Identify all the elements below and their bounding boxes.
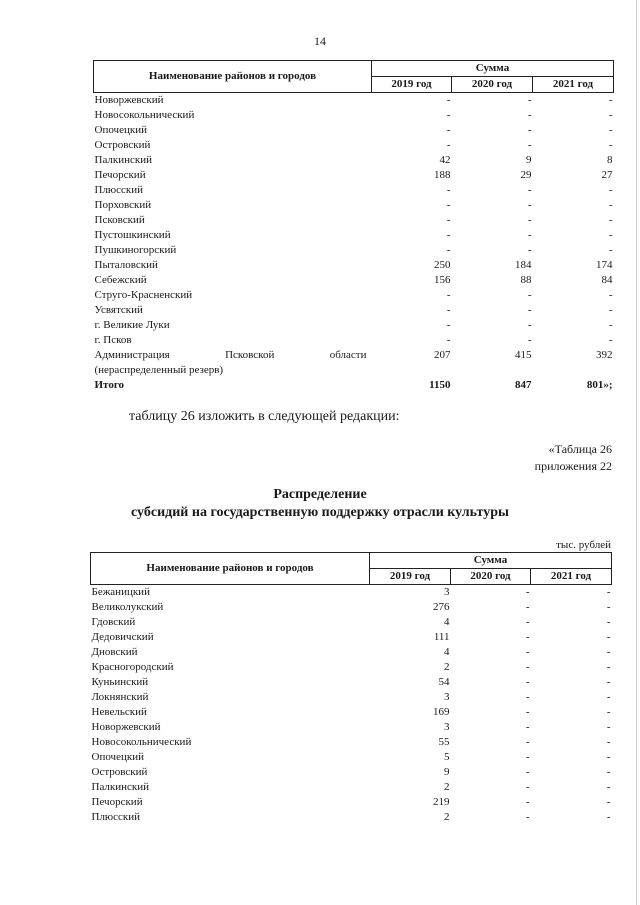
table2-value-2021: - xyxy=(606,736,611,748)
table1-district-name: Новосокольнический xyxy=(94,109,195,121)
table1-district-name: Струго-Красненский xyxy=(94,289,193,301)
table1-value-2020: - xyxy=(527,319,532,331)
table1-row xyxy=(94,168,614,183)
table2-value-2020: - xyxy=(525,736,530,748)
table2-value-2021: - xyxy=(606,781,611,793)
table2-value-2021: - xyxy=(606,811,611,823)
table2-district-name: Опочецкий xyxy=(91,751,144,763)
table1-district-name: Себежский xyxy=(94,274,147,286)
table2-row xyxy=(91,615,612,630)
table2-value-2019: 5 xyxy=(444,751,450,763)
table1-value-2020: - xyxy=(527,244,532,256)
table1-value-2020: - xyxy=(527,289,532,301)
table1-row xyxy=(94,228,614,243)
table1-value-2021: - xyxy=(608,109,613,121)
table1-total-2021: 801»; xyxy=(586,379,613,391)
page-edge-line xyxy=(636,0,637,905)
table1-total-row xyxy=(94,378,614,393)
table1-admin-word3: области xyxy=(329,349,367,361)
table2-value-2019: 4 xyxy=(444,646,450,658)
table2-value-2019: 54 xyxy=(438,676,450,688)
table2-value-2020: - xyxy=(525,661,530,673)
table2-value-2020: - xyxy=(525,691,530,703)
table2-row xyxy=(91,795,612,810)
table1-body xyxy=(94,93,614,349)
table-culture-subsidies xyxy=(90,552,612,825)
section-subtitle: субсидий на государственную поддержку отрасли культуры xyxy=(131,505,509,520)
table1-admin-2019: 207 xyxy=(434,349,451,361)
table1-district-name: г. Псков xyxy=(94,334,132,346)
table1-value-2019: 42 xyxy=(439,154,451,166)
table1-value-2019: - xyxy=(446,139,451,151)
table1-admin-word2: Псковской xyxy=(225,349,275,361)
table2-value-2020: - xyxy=(525,586,530,598)
table1-value-2019: - xyxy=(446,304,451,316)
table2-district-name: Дедовичский xyxy=(91,631,154,643)
table2-value-2020: - xyxy=(525,646,530,658)
table1-admin-word1: Администрация xyxy=(94,349,170,361)
table1-district-name: Пыталовский xyxy=(94,259,158,271)
table2-row xyxy=(91,780,612,795)
table1-row xyxy=(94,303,614,318)
table1-district-name: Псковский xyxy=(94,214,145,226)
table2-value-2020: - xyxy=(525,766,530,778)
table2-value-2021: - xyxy=(606,706,611,718)
table1-total-2020: 847 xyxy=(515,379,532,391)
table1-district-name: Пушкиногорский xyxy=(94,244,177,256)
table2-row xyxy=(91,750,612,765)
units-label: тыс. рублей xyxy=(556,539,611,551)
table1-header-2019: 2019 год xyxy=(372,77,452,93)
table2-header-2020: 2020 год xyxy=(451,569,531,585)
table2-value-2021: - xyxy=(606,676,611,688)
table1-row xyxy=(94,258,614,273)
table2-value-2019: 276 xyxy=(433,601,450,613)
table2-district-name: Печорский xyxy=(91,796,143,808)
table1-value-2020: - xyxy=(527,139,532,151)
table2-district-name: Дновский xyxy=(91,646,138,658)
table1-value-2021: 27 xyxy=(601,169,613,181)
table2-district-name: Гдовский xyxy=(91,616,136,628)
table2-value-2020: - xyxy=(525,796,530,808)
table1-value-2021: - xyxy=(608,214,613,226)
table1-header-2021: 2021 год xyxy=(533,77,614,93)
table2-row xyxy=(91,585,612,601)
table1-value-2020: 184 xyxy=(515,259,532,271)
table1-value-2019: - xyxy=(446,109,451,121)
table1-value-2021: - xyxy=(608,244,613,256)
table2-row xyxy=(91,765,612,780)
table2-value-2019: 2 xyxy=(444,781,450,793)
table1-district-name: Островский xyxy=(94,139,151,151)
table1-value-2021: - xyxy=(608,124,613,136)
table2-district-name: Новосокольнический xyxy=(91,736,192,748)
table2-value-2021: - xyxy=(606,796,611,808)
table2-row xyxy=(91,720,612,735)
table1-value-2019: - xyxy=(446,334,451,346)
table1-district-name: Новоржевский xyxy=(94,94,164,106)
table1-row xyxy=(94,273,614,288)
table2-value-2020: - xyxy=(525,721,530,733)
table1-row xyxy=(94,138,614,153)
table2-value-2019: 55 xyxy=(438,736,450,748)
table1-value-2020: - xyxy=(527,124,532,136)
table1-admin-2020: 415 xyxy=(515,349,532,361)
table2-value-2019: 4 xyxy=(444,616,450,628)
table1-row xyxy=(94,123,614,138)
table1-total-2019: 1150 xyxy=(429,379,451,391)
table1-value-2021: - xyxy=(608,304,613,316)
table2-value-2019: 2 xyxy=(444,661,450,673)
table1-header-2020: 2020 год xyxy=(452,77,533,93)
table2-header-name: Наименование районов и городов xyxy=(91,553,370,585)
table1-value-2019: - xyxy=(446,319,451,331)
table1-value-2021: - xyxy=(608,319,613,331)
table1-district-name: Печорский xyxy=(94,169,146,181)
table2-district-name: Плюсский xyxy=(91,811,141,823)
table1-value-2021: 174 xyxy=(596,259,613,271)
table1-value-2019: - xyxy=(446,124,451,136)
table2-row xyxy=(91,645,612,660)
table-reference-line1: «Таблица 26 xyxy=(548,442,612,456)
table2-value-2019: 3 xyxy=(444,586,450,598)
table1-value-2021: - xyxy=(608,289,613,301)
table1-district-name: Палкинский xyxy=(94,154,153,166)
table2-value-2021: - xyxy=(606,586,611,598)
table1-district-name: Плюсский xyxy=(94,184,144,196)
table2-value-2021: - xyxy=(606,766,611,778)
table-reference-line2: приложения 22 xyxy=(534,459,612,473)
table2-row xyxy=(91,735,612,750)
table2-row xyxy=(91,630,612,645)
table1-row xyxy=(94,333,614,348)
table2-value-2020: - xyxy=(525,676,530,688)
table2-value-2019: 3 xyxy=(444,721,450,733)
table1-value-2019: - xyxy=(446,289,451,301)
table2-value-2021: - xyxy=(606,601,611,613)
table1-total-label: Итого xyxy=(94,379,125,391)
table2-district-name: Красногородский xyxy=(91,661,174,673)
table1-value-2021: - xyxy=(608,199,613,211)
table2-value-2019: 3 xyxy=(444,691,450,703)
table2-value-2021: - xyxy=(606,721,611,733)
table2-value-2021: - xyxy=(606,616,611,628)
table1-district-name: Опочецкий xyxy=(94,124,147,136)
page-number: 14 xyxy=(314,34,326,48)
table2-header-2019: 2019 год xyxy=(370,569,451,585)
table2-value-2020: - xyxy=(525,751,530,763)
table1-value-2021: 84 xyxy=(601,274,613,286)
amendment-text: таблицу 26 изложить в следующей редакции: xyxy=(129,409,400,424)
table2-body xyxy=(91,585,612,826)
table1-row xyxy=(94,153,614,168)
table2-value-2021: - xyxy=(606,631,611,643)
table2-value-2019: 169 xyxy=(433,706,450,718)
table1-value-2021: - xyxy=(608,94,613,106)
table1-value-2020: - xyxy=(527,94,532,106)
table1-value-2020: - xyxy=(527,199,532,211)
table2-row xyxy=(91,600,612,615)
table1-value-2020: - xyxy=(527,184,532,196)
table2-district-name: Куньинский xyxy=(91,676,149,688)
table1-row xyxy=(94,198,614,213)
table2-row xyxy=(91,705,612,720)
table1-value-2019: - xyxy=(446,94,451,106)
table2-value-2019: 111 xyxy=(433,631,450,643)
table2-value-2021: - xyxy=(606,646,611,658)
table-districts-continuation xyxy=(93,60,614,393)
table1-district-name: г. Великие Луки xyxy=(94,319,170,331)
table1-header-name: Наименование районов и городов xyxy=(94,61,372,93)
table1-row xyxy=(94,108,614,123)
section-title: Распределение xyxy=(273,487,367,502)
table1-value-2020: - xyxy=(527,109,532,121)
table2-value-2021: - xyxy=(606,751,611,763)
table2-value-2021: - xyxy=(606,661,611,673)
table2-row xyxy=(91,675,612,690)
table2-value-2020: - xyxy=(525,616,530,628)
table1-district-name: Пустошкинский xyxy=(94,229,171,241)
table2-district-name: Локнянский xyxy=(91,691,149,703)
table1-value-2019: - xyxy=(446,229,451,241)
table1-value-2019: 250 xyxy=(434,259,451,271)
table2-district-name: Островский xyxy=(91,766,148,778)
table1-header-sum: Сумма xyxy=(372,61,614,77)
table2-value-2019: 9 xyxy=(444,766,450,778)
table1-value-2019: 188 xyxy=(434,169,451,181)
table1-district-name: Усвятский xyxy=(94,304,143,316)
table1-value-2019: - xyxy=(446,214,451,226)
table2-header-2021: 2021 год xyxy=(531,569,612,585)
table1-value-2020: 88 xyxy=(520,274,532,286)
table1-row xyxy=(94,93,614,109)
table2-value-2021: - xyxy=(606,691,611,703)
table1-value-2020: - xyxy=(527,229,532,241)
table2-district-name: Невельский xyxy=(91,706,147,718)
table2-district-name: Бежаницкий xyxy=(91,586,150,598)
table1-admin-row-cont xyxy=(94,363,614,378)
table2-value-2020: - xyxy=(525,706,530,718)
table1-row xyxy=(94,213,614,228)
table1-row xyxy=(94,183,614,198)
table1-value-2021: 8 xyxy=(607,154,613,166)
table1-row xyxy=(94,243,614,258)
table1-value-2019: 156 xyxy=(434,274,451,286)
table1-admin-line2: (нераспределенный резерв) xyxy=(94,364,224,376)
table2-row xyxy=(91,660,612,675)
table2-row xyxy=(91,810,612,825)
table1-value-2020: - xyxy=(527,334,532,346)
table1-row xyxy=(94,318,614,333)
table1-value-2020: - xyxy=(527,214,532,226)
table2-header-sum: Сумма xyxy=(370,553,612,569)
table2-row xyxy=(91,690,612,705)
table1-value-2021: - xyxy=(608,184,613,196)
table2-value-2019: 219 xyxy=(433,796,450,808)
table2-district-name: Великолукский xyxy=(91,601,164,613)
table1-admin-row xyxy=(94,348,614,363)
table1-row xyxy=(94,288,614,303)
table2-district-name: Новоржевский xyxy=(91,721,161,733)
table1-value-2021: - xyxy=(608,139,613,151)
table1-value-2020: 29 xyxy=(520,169,532,181)
table2-value-2020: - xyxy=(525,781,530,793)
table1-value-2021: - xyxy=(608,334,613,346)
table1-value-2019: - xyxy=(446,244,451,256)
table1-admin-2021: 392 xyxy=(596,349,613,361)
table2-value-2020: - xyxy=(525,631,530,643)
table1-admin-label xyxy=(94,348,372,363)
table2-value-2020: - xyxy=(525,811,530,823)
table2-district-name: Палкинский xyxy=(91,781,150,793)
table1-district-name: Порховский xyxy=(94,199,152,211)
table1-value-2019: - xyxy=(446,184,451,196)
table1-value-2021: - xyxy=(608,229,613,241)
table1-value-2020: 9 xyxy=(526,154,532,166)
table2-value-2020: - xyxy=(525,601,530,613)
table1-value-2020: - xyxy=(527,304,532,316)
table2-value-2019: 2 xyxy=(444,811,450,823)
table1-value-2019: - xyxy=(446,199,451,211)
